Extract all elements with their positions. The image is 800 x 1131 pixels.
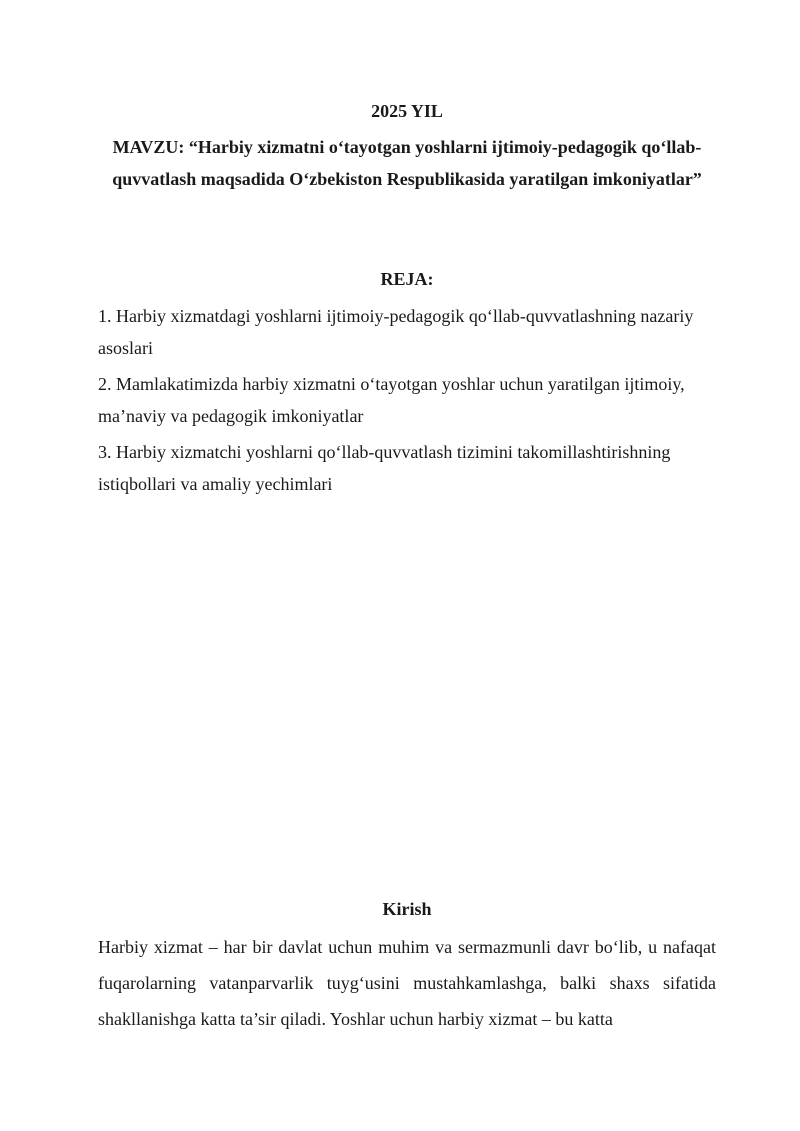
document-year: 2025 YIL: [371, 101, 443, 121]
plan-heading: REJA:: [380, 269, 434, 289]
intro-heading: Kirish: [382, 899, 432, 919]
document-topic: MAVZU: “Harbiy xizmatni o‘tayotgan yoshlarni ijtimoiy-pedagogik qo‘llab-quvvatlash maqsadida O‘zbekiston Respublikasida yaratilgan imkoniyatlar”: [112, 137, 702, 189]
plan-item: 1. Harbiy xizmatdagi yoshlarni ijtimoiy-pedagogik qo‘llab-quvvatlashning nazariy asoslari: [98, 306, 694, 358]
plan-list: [98, 300, 716, 504]
plan-item: 3. Harbiy xizmatchi yoshlarni qo‘llab-quvvatlash tizimini takomillashtirishning istiqbollari va amaliy yechimlari: [98, 442, 671, 494]
intro-paragraph: Harbiy xizmat – har bir davlat uchun muhim va sermazmunli davr bo‘lib, u nafaqat fuqarolarning vatanparvarlik tuyg‘usini mustahkamlashga, balki shaxs sifatida shakllanishga katta ta’sir qiladi. Yoshlar uchun harbiy xizmat – bu katta: [98, 937, 716, 1029]
plan-item: 2. Mamlakatimizda harbiy xizmatni o‘tayotgan yoshlar uchun yaratilgan ijtimoiy, ma’naviy va pedagogik imkoniyatlar: [98, 374, 685, 426]
